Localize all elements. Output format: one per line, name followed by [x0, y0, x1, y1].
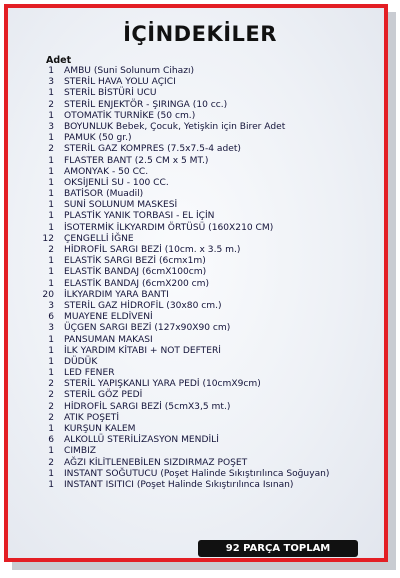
item-quantity: 1	[48, 278, 54, 289]
item-quantity: 2	[48, 245, 54, 255]
item-name: STERİL YAPIŞKANLI YARA PEDİ (10cmX9cm)	[64, 379, 261, 390]
list-item	[38, 211, 378, 222]
item-quantity: 1	[48, 133, 54, 144]
item-name: DÜDÜK	[64, 356, 98, 367]
list-item	[38, 480, 378, 491]
item-name: ALKOLLÜ STERİLİZASYON MENDİLİ	[64, 435, 219, 446]
item-name: İLK YARDIM KİTABI + NOT DEFTERİ	[64, 345, 221, 356]
item-name: STERİL HAVA YOLU AÇICI	[64, 77, 176, 88]
item-quantity: 3	[48, 323, 54, 334]
list-item	[38, 446, 378, 457]
item-quantity: 1	[48, 177, 54, 188]
item-name: ELASTİK SARGI BEZİ (6cmx1m)	[64, 256, 206, 267]
item-quantity: 2	[48, 457, 54, 468]
qty-column-header: Adet	[46, 55, 72, 66]
item-quantity: 1	[48, 424, 54, 434]
list-item	[38, 88, 378, 99]
list-item	[38, 245, 378, 256]
item-quantity: 1	[48, 211, 54, 222]
list-item	[38, 100, 378, 111]
list-item	[38, 133, 378, 144]
list-item	[38, 156, 378, 167]
item-quantity: 1	[48, 222, 54, 233]
item-quantity: 1	[48, 468, 54, 479]
item-quantity: 3	[48, 121, 54, 132]
list-item	[38, 234, 378, 245]
item-name: ATIK POŞETİ	[64, 412, 120, 423]
item-quantity: 2	[48, 99, 54, 110]
item-name: PANSUMAN MAKASI	[64, 334, 153, 345]
item-name: PAMUK (50 gr.)	[64, 133, 132, 144]
item-name: FLASTER BANT (2.5 CM x 5 MT.)	[64, 155, 209, 166]
list-item	[38, 312, 378, 323]
list-item	[38, 402, 378, 413]
list-item	[38, 368, 378, 379]
item-name: PLASTİK YANIK TORBASI - EL İÇİN	[64, 211, 215, 222]
item-name: İSOTERMİK İLKYARDIM ÖRTÜSÜ (160X210 CM)	[64, 222, 274, 233]
list-item	[38, 346, 378, 357]
list-item	[38, 111, 378, 122]
item-name: OTOMATİK TURNİKE (50 cm.)	[64, 110, 196, 121]
list-item	[38, 323, 378, 334]
item-name: STERİL GÖZ PEDİ	[64, 390, 143, 401]
item-name: AĞZI KİLİTLENEBİLEN SIZDIRMAZ POŞET	[64, 457, 248, 468]
item-name: ÜÇGEN SARGI BEZİ (127x90X90 cm)	[64, 323, 231, 334]
item-quantity: 2	[48, 144, 54, 155]
item-quantity: 1	[48, 446, 54, 457]
item-name: ÇENGELLİ İĞNE	[64, 233, 134, 244]
list-item	[38, 290, 378, 301]
list-item	[38, 223, 378, 234]
list-item	[38, 379, 378, 390]
item-name: CIMBIZ	[64, 446, 97, 457]
item-quantity: 2	[48, 401, 54, 412]
item-name: INSTANT ISITICI (Poşet Halinde Sıkıştırılınca Isınan)	[64, 479, 294, 490]
item-quantity: 1	[48, 110, 54, 121]
list-item	[38, 301, 378, 312]
item-quantity: 3	[48, 300, 54, 311]
list-item	[38, 279, 378, 290]
list-item	[38, 178, 378, 189]
list-item	[38, 200, 378, 211]
item-name: MUAYENE ELDİVENİ	[64, 312, 153, 323]
item-name: LED FENER	[64, 368, 115, 379]
item-quantity: 1	[48, 334, 54, 345]
item-name: STERİL GAZ HİDROFİL (30x80 cm.)	[64, 300, 222, 311]
item-name: AMBU (Suni Solunum Cihazı)	[64, 66, 195, 76]
list-item	[38, 144, 378, 155]
item-quantity: 12	[42, 233, 54, 244]
list-item	[38, 469, 378, 480]
item-quantity: 1	[48, 479, 54, 490]
list-item	[38, 66, 378, 77]
item-quantity: 2	[48, 379, 54, 390]
item-name: İLKYARDIM YARA BANTI	[64, 289, 169, 300]
list-item	[38, 122, 378, 133]
item-quantity: 20	[42, 289, 54, 300]
list-item	[38, 267, 378, 278]
total-badge: 92 PARÇA TOPLAM	[198, 540, 358, 557]
item-quantity: 1	[48, 189, 54, 200]
list-item	[38, 167, 378, 178]
list-item	[38, 256, 378, 267]
item-name: AMONYAK - 50 CC.	[64, 166, 149, 177]
list-item	[38, 458, 378, 469]
item-quantity: 2	[48, 412, 54, 423]
item-name: BOYUNLUK Bebek, Çocuk, Yetişkin için Birer Adet	[64, 121, 286, 132]
list-item	[38, 390, 378, 401]
item-name: HİDROFİL SARGI BEZİ (5cmX3,5 mt.)	[64, 401, 231, 412]
list-item	[38, 335, 378, 346]
item-quantity: 1	[48, 345, 54, 356]
item-quantity: 1	[48, 256, 54, 267]
item-quantity: 1	[48, 166, 54, 177]
item-quantity: 3	[48, 77, 54, 88]
item-name: SUNİ SOLUNUM MASKESİ	[64, 200, 178, 211]
item-name: STERİL ENJEKTÖR - ŞIRINGA (10 cc.)	[64, 99, 228, 110]
page-title: İÇİNDEKİLER	[123, 22, 277, 46]
list-item	[38, 77, 378, 88]
contents-list	[38, 66, 378, 491]
item-name: ELASTİK BANDAJ (6cmX100cm)	[64, 267, 207, 278]
item-name: KURŞUN KALEM	[64, 424, 136, 434]
item-name: HİDROFİL SARGI BEZİ (10cm. x 3.5 m.)	[64, 245, 241, 255]
item-quantity: 1	[48, 356, 54, 367]
item-name: INSTANT SOĞUTUCU (Poşet Halinde Sıkıştırılınca Soğuyan)	[64, 468, 330, 479]
item-name: OKSİJENLİ SU - 100 CC.	[64, 177, 169, 188]
list-item	[38, 357, 378, 368]
item-name: STERİL GAZ KOMPRES (7.5x7.5-4 adet)	[64, 144, 241, 155]
item-name: ELASTİK BANDAJ (6cmX200 cm)	[64, 278, 210, 289]
item-quantity: 1	[48, 267, 54, 278]
list-item	[38, 424, 378, 435]
item-quantity: 1	[48, 88, 54, 99]
item-quantity: 1	[48, 368, 54, 379]
item-name: STERİL BİSTÜRİ UCU	[64, 88, 157, 99]
item-quantity: 1	[48, 66, 54, 76]
item-name: BATİSOR (Muadil)	[64, 189, 144, 200]
item-quantity: 6	[48, 312, 54, 323]
list-item	[38, 189, 378, 200]
list-item	[38, 413, 378, 424]
item-quantity: 1	[48, 155, 54, 166]
item-quantity: 1	[48, 200, 54, 211]
item-quantity: 2	[48, 390, 54, 401]
item-quantity: 6	[48, 435, 54, 446]
list-item	[38, 435, 378, 446]
